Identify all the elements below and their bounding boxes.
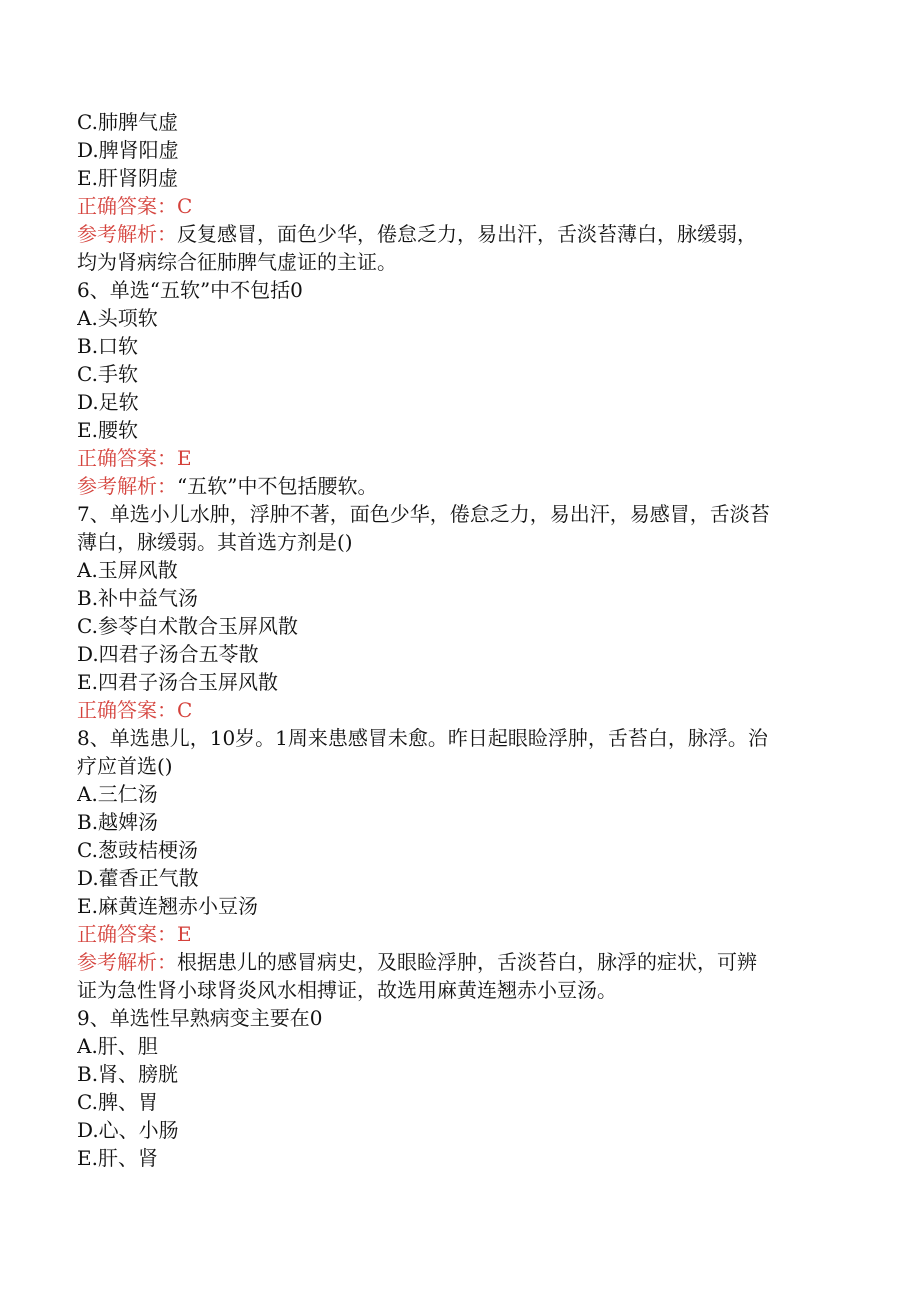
option-c: C.参苓白术散合玉屏风散 [77, 614, 298, 638]
option-c: C.葱豉桔梗汤 [77, 838, 198, 862]
option-d: D.心、小肠 [77, 1118, 179, 1142]
correct-answer: 正确答案：E [77, 922, 192, 946]
option-a: A.肝、胆 [77, 1034, 158, 1058]
option-b: B.肾、膀胱 [77, 1062, 179, 1086]
explanation-label: 参考解析： [77, 950, 177, 974]
explanation-line [77, 220, 837, 248]
question-stem: 6、单选“五软”中不包括0 [77, 278, 303, 302]
explanation-continuation: 均为肾病综合征肺脾气虚证的主证。 [77, 250, 397, 274]
option-b: B.补中益气汤 [77, 586, 199, 610]
option-d: D.藿香正气散 [77, 866, 199, 890]
question-stem: 9、单选性早熟病变主要在0 [77, 1006, 323, 1030]
correct-answer: 正确答案：C [77, 698, 193, 722]
explanation-line [77, 472, 837, 500]
question-stem: 8、单选患儿，10岁。1周来患感冒未愈。昨日起眼睑浮肿，舌苔白，脉浮。治 [77, 726, 768, 750]
explanation-text: 反复感冒，面色少华，倦怠乏力，易出汗，舌淡苔薄白，脉缓弱， [177, 222, 757, 246]
explanation-line [77, 948, 837, 976]
option-e: E.麻黄连翘赤小豆汤 [77, 894, 258, 918]
question-stem: 7、单选小儿水肿，浮肿不著，面色少华，倦怠乏力，易出汗，易感冒，舌淡苔 [77, 502, 770, 526]
option-a: A.三仁汤 [77, 782, 158, 806]
question-stem-continuation: 疗应首选() [77, 754, 173, 778]
option-b: B.口软 [77, 334, 139, 358]
option-d: D.足软 [77, 390, 139, 414]
explanation-label: 参考解析： [77, 222, 177, 246]
document-page [77, 108, 837, 1172]
option-d: D.脾肾阳虚 [77, 138, 179, 162]
option-c: C.脾、胃 [77, 1090, 158, 1114]
option-e: E.肝肾阴虚 [77, 166, 178, 190]
explanation-text: 根据患儿的感冒病史，及眼睑浮肿，舌淡苔白，脉浮的症状，可辨 [177, 950, 757, 974]
option-a: A.头项软 [77, 306, 158, 330]
option-e: E.腰软 [77, 418, 138, 442]
option-e: E.四君子汤合玉屏风散 [77, 670, 278, 694]
option-b: B.越婢汤 [77, 810, 159, 834]
option-c: C.手软 [77, 362, 138, 386]
question-stem-continuation: 薄白，脉缓弱。其首选方剂是() [77, 530, 353, 554]
correct-answer: 正确答案：E [77, 446, 192, 470]
explanation-label: 参考解析： [77, 474, 177, 498]
option-d: D.四君子汤合五苓散 [77, 642, 259, 666]
explanation-continuation: 证为急性肾小球肾炎风水相搏证，故选用麻黄连翘赤小豆汤。 [77, 978, 617, 1002]
explanation-text: “五软”中不包括腰软。 [177, 474, 378, 498]
option-c: C.肺脾气虚 [77, 110, 178, 134]
option-a: A.玉屏风散 [77, 558, 178, 582]
option-e: E.肝、肾 [77, 1146, 158, 1170]
correct-answer: 正确答案：C [77, 194, 193, 218]
